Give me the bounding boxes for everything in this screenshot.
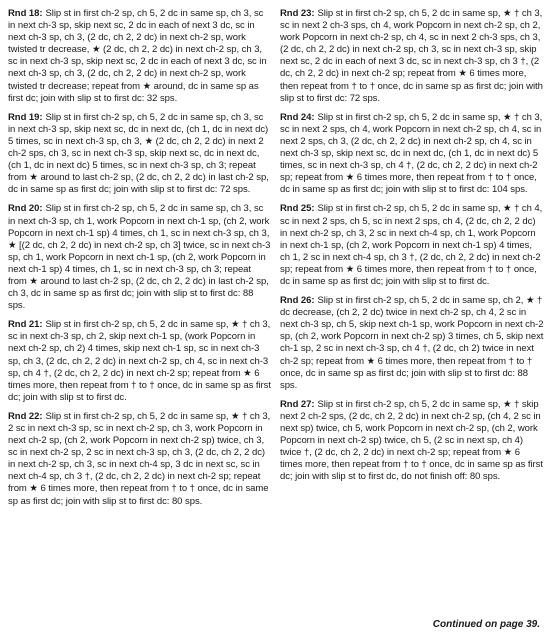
right-column: [280, 8, 544, 640]
round-instruction: [8, 112, 272, 197]
round-instruction: [8, 319, 272, 404]
round-text: Slip st in first ch-2 sp, ch 5, 2 dc in same sp, ch 3, sc in next ch-3 sp, skip next sc, dc in next dc, (ch 1, dc in next dc) 5 times, sc in next ch-3 sp, ch 3, ★ (2 dc, ch 2, 2 dc) in next 2 ch-2 sps, ch 3, sc in next ch-3 sp, skip next sc, dc in next dc, (ch 1, dc in next dc) 5 times, sc in next ch-3 sp, ch 3; repeat from ★ around to last ch-2 sp, (2 dc, ch 2, 2 dc) in last ch-2 sp, dc in same sp as first dc; join with slip st to first dc: 72 sps.: [8, 111, 269, 196]
round-text: Slip st in first ch-2 sp, ch 5, 2 dc in same sp, ch 3, sc in next ch-3 sp, skip next sc, 2 dc in each of next 3 dc, sc in next ch-3 sp, ch 3, (2 dc, ch 2, 2 dc) in next ch-2 sp, work twisted tr decrease, ★ (2 dc, ch 2, 2 dc) in next ch-2 sp, ch 3, sc in next ch-3 sp, skip next sc, 2 dc in each of next 3 dc, sc in next ch-3 sp, ch 3, (2 dc, ch 2, 2 dc) in next ch-2 sp, work twisted tr decrease; repeat from ★ around, dc in same sp as first dc; join with slip st to first dc: 32 sps.: [8, 8, 267, 104]
round-instruction: [280, 295, 544, 392]
round-label: Rnd 18:: [8, 8, 43, 19]
round-text: Slip st in first ch-2 sp, ch 5, 2 dc in same sp, ★ † skip next 2 ch-2 sps, (2 dc, ch 2, 2 dc) in next ch-2 sp, (ch 4, 2 sc in next sp) twice, ch 5, work Popcorn in next ch-2 sp, (ch 2, work Popcorn in next ch-2 sp) twice, ch 5, (2 sc in next sp, ch 4) twice †, (2 dc, ch 2, 2 dc) in next ch-2 sp; repeat from ★ 6 times more, then repeat from † to † once, dc in same sp as first dc; join with slip st to first dc, do not finish off: 80 sps.: [280, 398, 543, 483]
round-text: Slip st in first ch-2 sp, ch 5, 2 dc in same sp, ch 3, sc in next ch-3 sp, ch 1, work Popcorn in next ch-1 sp, (ch 2, work Popcorn in next ch-1 sp) 4 times, ch 1, sc in next ch-3 sp, ch 3, ★ [(2 dc, ch 2, 2 dc) in next ch-2 sp, ch 3] twice, sc in next ch-3 sp, ch 1, work Popcorn in next ch-1 sp, (ch 2, work Popcorn in next ch-1 sp) 4 times, ch 1, sc in next ch-3 sp, ch 3; repeat from ★ around to last ch-2 sp, (2 dc, ch 2, 2 dc) in last ch-2 sp, ch 3, dc in same sp as first dc; join with slip st to first dc: 88 sps.: [8, 203, 271, 312]
round-instruction: [280, 112, 544, 197]
round-text: Slip st in first ch-2 sp, ch 5, 2 dc in same sp, ★ † ch 3, sc in next 2 sps, ch 4, work Popcorn in next ch-2 sp, ch 4, sc in next 2 sps, ch 3, (2 dc, ch 2, 2 dc) in next ch-2 sp, ch 4, sc in next ch-3 sp, skip next sc, dc in next dc, (ch 1, dc in next dc) 5 times, sc in next ch-3 sp, ch 4 †, (2 dc, ch 2, 2 dc) in next ch-2 sp; repeat from ★ 6 times more, then repeat from † to † once, dc in same sp as first dc; join with slip st to first dc: 104 sps.: [280, 111, 543, 196]
round-instruction: [280, 203, 544, 288]
round-label: Rnd 25:: [280, 203, 315, 215]
round-text: Slip st in first ch-2 sp, ch 5, 2 dc in same sp, ★ † ch 3, sc in next ch-3 sp, ch 2, skip next ch-1 sp, (work Popcorn in next ch-2 sp, ch 2) 4 times, skip next ch-1 sp, sc in next ch-3 sp, ch 3, (2 dc, ch 2, 2 dc) in next ch-2 sp, ch 4, sc in next ch-3 sp, ch 4 †, (2 dc, ch 2, 2 dc) in next ch-2 sp; repeat from ★ 6 times more, then repeat from † to † once, dc in same sp as first dc; join with slip st to first dc.: [8, 319, 271, 403]
round-label: Rnd 23:: [280, 8, 315, 19]
round-label: Rnd 27:: [280, 398, 315, 410]
round-text: Slip st in first ch-2 sp, ch 5, 2 dc in same sp, ★ † ch 3, sc in next 2 ch-3 sps, ch 4, work Popcorn in next ch-2 sp, ch 2, work Popcorn in next ch-2 sp, ch 4, sc in next 2 ch-3 sps, ch 3, (2 dc, ch 2, 2 dc) in next ch-2 sp, ch 3, sc in next ch-3 sp, skip next sc, 2 dc in each of next 3 dc, sc in next ch-3 sp, ch 3 †, (2 dc, ch 2, 2 dc) in next ch-2 sp; repeat from ★ 6 times more, then repeat from † to † once, dc in same sp as first dc; join with slip st to first dc: 72 sps.: [280, 8, 543, 104]
round-instruction: [8, 411, 272, 508]
round-instruction: [280, 399, 544, 484]
left-column: [8, 8, 272, 640]
round-text: Slip st in first ch-2 sp, ch 5, 2 dc in same sp, ★ † ch 3, 2 sc in next ch-3 sp, sc in next ch-2 sp, ch 3, work Popcorn in next ch-2 sp, (ch 2, work Popcorn in next ch-2 sp) twice, ch 3, sc in next ch-2 sp, 2 sc in next ch-3 sp, ch 3, (2 dc, ch 2, 2 dc) in next ch-2 sp, ch 3, sc in next ch-4 sp, 3 dc in next sc, sc in next ch-4 sp, ch 3 †, (2 dc, ch 2, 2 dc) in next ch-2 sp; repeat from ★ 6 times more, then repeat from † to † once, dc in same sp as first dc; join with slip st to first dc: 80 sps.: [8, 410, 271, 507]
round-label: Rnd 20:: [8, 203, 43, 215]
round-instruction: [8, 8, 272, 105]
round-label: Rnd 24:: [280, 111, 315, 123]
round-label: Rnd 21:: [8, 319, 43, 331]
round-label: Rnd 22:: [8, 410, 43, 422]
continued-note: Continued on page 39.: [432, 619, 540, 630]
round-label: Rnd 26:: [280, 295, 315, 307]
round-instruction: [8, 203, 272, 312]
round-label: Rnd 19:: [8, 111, 43, 123]
round-text: Slip st in first ch-2 sp, ch 5, 2 dc in same sp, ★ † ch 4, sc in next 2 sps, ch 5, sc in next 2 sps, ch 4, (2 dc, ch 2, 2 dc) in next ch-2 sp, ch 3, 2 sc in next ch-4 sp, ch 1, work Popcorn in next ch-1 sp, (ch 2, work Popcorn in next ch-1 sp) 4 times, ch 1, 2 sc in next ch-4 sp, ch 3 †, (2 dc, ch 2, 2 dc) in next ch-2 sp; repeat from ★ 6 times more, then repeat from † to † once, dc in same sp as first dc; join with slip st to first dc.: [280, 203, 543, 287]
round-text: Slip st in first ch-2 sp, ch 5, 2 dc in same sp, ch 2, ★ † dc decrease, (ch 2, 2 dc) twice in next ch-2 sp, ch 4, 2 sc in next ch-3 sp, ch 5, skip next ch-1 sp, work Popcorn in next ch-2 sp, (ch 2, work Popcorn in next ch-2 sp) 3 times, ch 5, skip next ch-1 sp, 2 sc in next ch-3 sp, ch 4 †, (2 dc, ch 2) twice in next ch-2 sp; repeat from ★ 6 times more, then repeat from † to † once, dc in same sp as first dc; join with slip st to first dc: 88 sps.: [280, 295, 544, 391]
round-instruction: [280, 8, 544, 105]
